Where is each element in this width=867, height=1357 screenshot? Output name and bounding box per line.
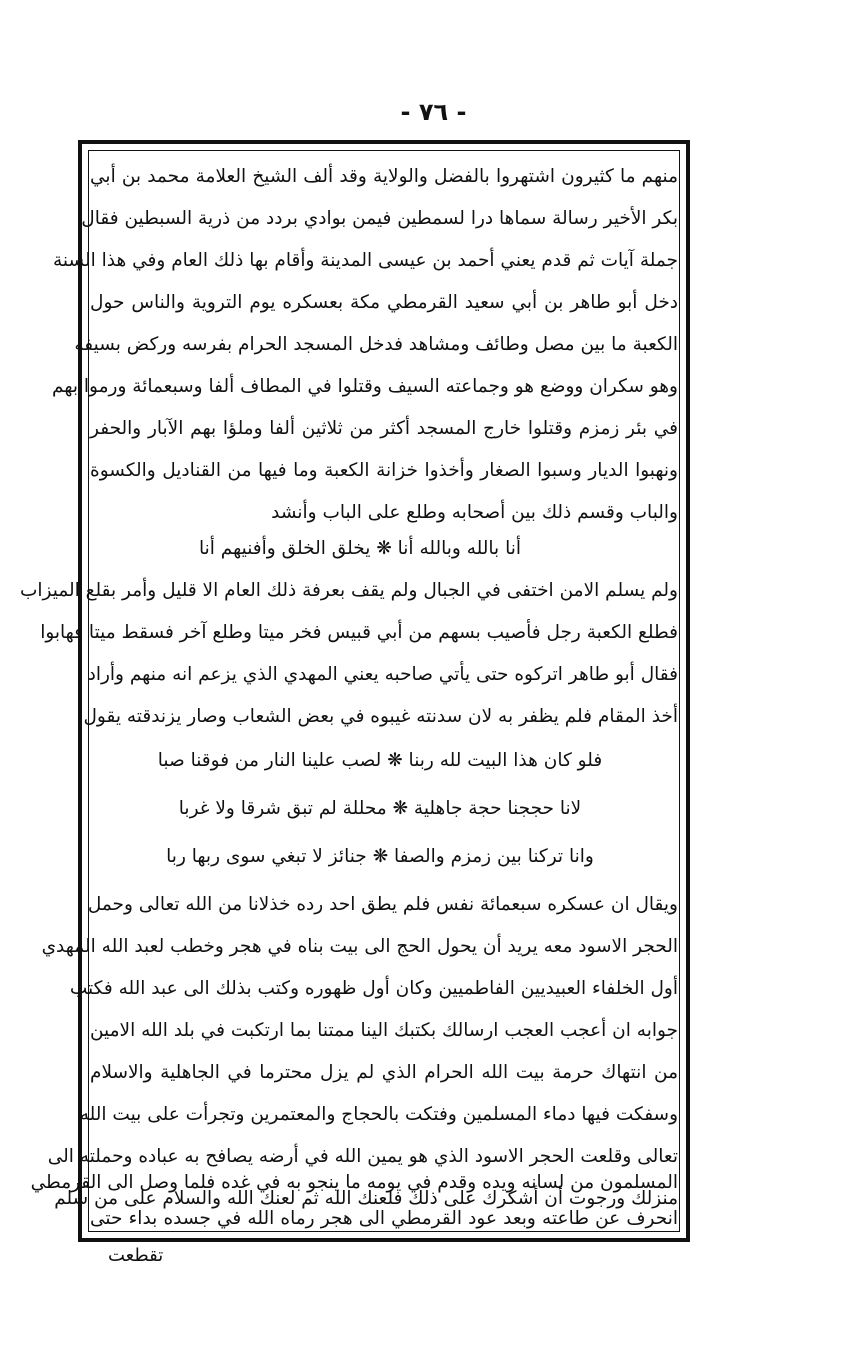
text-line: ونهبوا الديار وسبوا الصغار وأخذوا خزانة الكعبة وما فيها من القناديل والكسوة xyxy=(90,460,678,481)
text-line: ولم يسلم الامن اختفى في الجبال ولم يقف بعرفة ذلك العام الا قليل وأمر بقلع الميزاب xyxy=(19,580,678,601)
text-body-tail xyxy=(30,1172,678,1242)
catchword: تقطعت xyxy=(108,1245,164,1266)
text-line: من انتهاك حرمة بيت الله الحرام الذي لم يزل محترما في الجاهلية والاسلام xyxy=(90,1062,678,1083)
text-line: دخل أبو طاهر بن أبي سعيد القرمطي مكة بعسكره يوم التروية والناس حول xyxy=(90,292,678,313)
text-line: ويقال ان عسكره سبعمائة نفس فلم يطق احد رده خذلانا من الله تعالى وحمل xyxy=(87,894,678,915)
text-line: أول الخلفاء العبيديين الفاطميين وكان أول ظهوره وكتب بذلك الى عبد الله فكتب xyxy=(69,978,678,999)
text-line: منهم ما كثيرون اشتهروا بالفضل والولاية وقد ألف الشيخ العلامة محمد بن أبي xyxy=(90,166,678,187)
text-line: بكر الأخير رسالة سماها درا لسمطين فيمن بوادي بردد من ذرية السبطين فقال xyxy=(81,208,678,229)
text-line: جوابه ان أعجب العجب ارسالك بكتبك الينا ممتنا بما ارتكبت في بلد الله الامين xyxy=(89,1020,678,1041)
text-line: وهو سكران ووضع هو وجماعته السيف وقتلوا في المطاف ألفا وسبعمائة ورموا بهم xyxy=(52,376,678,397)
text-line: منزلك ورجوت أن أشكرك على ذلك فلعنك الله ثم لعنك الله والسلام على من سلم xyxy=(54,1188,678,1209)
text-line: الحجر الاسود معه يريد أن يحول الحج الى بيت بناه في هجر وخطب لعبد الله المهدي xyxy=(41,936,678,957)
text-line: المسلمون من لسانه ويده وقدم في يومه ما ينجو به في غده فلما وصل الى القرمطي xyxy=(30,1172,678,1193)
verse-line: لانا حججنا حجة جاهلية ❋ محللة لم تبق شرقا ولا غربا xyxy=(178,798,582,819)
text-line: جملة آيات ثم قدم يعني أحمد بن عيسى المدينة وأقام بها ذلك العام وفي هذا السنة xyxy=(52,250,678,271)
text-line: في بئر زمزم وقتلوا خارج المسجد أكثر من ثلاثين ألفا وملؤا بهم الآبار والحفر xyxy=(90,418,678,439)
verse-line: أنا بالله وبالله أنا ❋ يخلق الخلق وأفنيهم أنا xyxy=(198,538,522,559)
text-line: فطلع الكعبة رجل فأصيب بسهم من أبي قبيس فخر ميتا وطلع آخر فسقط ميتا فهابوا xyxy=(40,622,678,643)
text-line: والباب وقسم ذلك بين أصحابه وطلع على الباب وأنشد xyxy=(271,502,678,523)
text-body xyxy=(19,156,678,1232)
verse-line: وانا تركنا بين زمزم والصفا ❋ جنائز لا تبغي سوى ربها ربا xyxy=(166,846,594,867)
text-line: انحرف عن طاعته وبعد عود القرمطي الى هجر رماه الله في جسده بداء حتى xyxy=(90,1208,678,1229)
verse-line: فلو كان هذا البيت لله ربنا ❋ لصب علينا النار من فوقنا صبا xyxy=(157,750,603,771)
text-line: فقال أبو طاهر اتركوه حتى يأتي صاحبه يعني المهدي الذي يزعم انه منهم وأراد xyxy=(87,664,678,685)
text-line: الكعبة ما بين مصل وطائف ومشاهد فدخل المسجد الحرام بفرسه وركض بسيفه xyxy=(74,334,678,355)
text-line: أخذ المقام فلم يظفر به لان سدنته غيبوه في بعض الشعاب وصار يزندقته يقول xyxy=(83,706,678,727)
page-number: - ٧٦ - xyxy=(400,98,467,126)
text-line: تعالى وقلعت الحجر الاسود الذي هو يمين الله في أرضه يصافح به عباده وحملته الى xyxy=(47,1146,678,1167)
text-line: وسفكت فيها دماء المسلمين وفتكت بالحجاج والمعتمرين وتجرأت على بيت الله xyxy=(79,1104,678,1125)
